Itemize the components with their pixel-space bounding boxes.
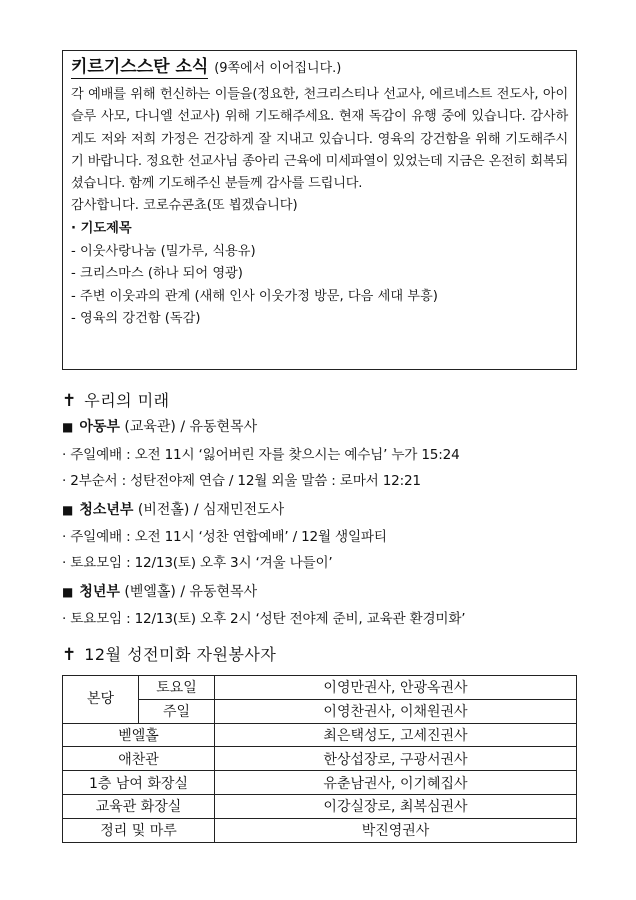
dept-item: · 주일예배 : 오전 11시 ‘성찬 연합예배’ / 12월 생일파티 (62, 529, 387, 545)
dept-name: 청소년부 (79, 502, 134, 518)
table-row (63, 723, 577, 747)
news-thanks: 감사합니다. 코로슈콘쵸(또 뵙겠습니다) (71, 198, 298, 214)
place-cell: 정리 및 마루 (63, 818, 215, 842)
place-cell: 1층 남여 화장실 (63, 771, 215, 795)
dept-item: · 주일예배 : 오전 11시 ‘잃어버린 자를 찾으시는 예수님’ 누가 15:24 (62, 447, 460, 463)
news-title-line (71, 56, 568, 80)
names-cell: 최은택성도, 고세진권사 (215, 723, 577, 747)
place-cell: 교육관 화장실 (63, 794, 215, 818)
prayer-item: - 이웃사랑나눔 (밀가루, 식용유) (71, 243, 256, 259)
volunteers-table (62, 675, 577, 843)
square-bullet-icon: ■ (62, 420, 74, 434)
table-row (63, 771, 577, 795)
cross-icon: ✝ (62, 645, 77, 665)
volunteers-heading (62, 642, 276, 665)
bondang-label: 본당 (86, 691, 115, 708)
dept-detail: (벧엘홀) / 유동현목사 (119, 584, 258, 600)
prayer-item: - 주변 이웃과의 관계 (새해 인사 이웃가정 방문, 다음 세대 부흥) (71, 288, 438, 304)
table-row (63, 699, 577, 723)
dept-name: 청년부 (79, 584, 120, 600)
square-bullet-icon: ■ (62, 503, 74, 517)
cross-icon: ✝ (62, 391, 77, 411)
table-row (63, 747, 577, 771)
dept-item: · 2부순서 : 성탄전야제 연습 / 12월 외울 말씀 : 로마서 12:21 (62, 473, 421, 489)
dept-item: · 토요모임 : 12/13(토) 오후 3시 ‘겨울 나들이’ (62, 555, 333, 571)
news-paragraph: 각 예배를 위해 헌신하는 이들을(정요한, 천크리스티나 선교사, 에르네스트 전도사, 아이슬루 사모, 다니엘 선교사) 위해 기도해주세요. 현재 독감이 유행 중에 있습니다. 감사하게도 저와 저희 가정은 건강하게 잘 지내고 있습니다. 영육의 강건함을 위해 기도해주시기 바랍니다. 정요한 선교사님 종아리 근육에 미세파열이 있었는데 지금은 온전히 회복되셨습니다. 함께 기도해주신 분들께 감사를 드립니다. (71, 87, 568, 192)
dept-detail: (교육관) / 유동현목사 (119, 419, 258, 435)
place-cell: 벧엘홀 (63, 723, 215, 747)
volunteers-title: 12월 성전미화 자원봉사자 (84, 645, 277, 664)
dept-detail: (비전홀) / 심재민전도사 (133, 502, 285, 518)
names-cell: 한상섭장로, 구광서권사 (215, 747, 577, 771)
kyrgyzstan-news-box (62, 50, 577, 370)
table-row (63, 794, 577, 818)
place-cell: 주일 (139, 699, 215, 723)
table-row (63, 818, 577, 842)
prayer-heading: · 기도제목 (71, 221, 132, 237)
future-title: 우리의 미래 (84, 391, 170, 410)
names-cell: 박진영권사 (215, 818, 577, 842)
prayer-item: - 영육의 강건함 (독감) (71, 311, 201, 327)
names-cell: 이영만권사, 안광옥권사 (215, 676, 577, 700)
dept-children (62, 416, 257, 436)
bondang-cell (63, 676, 139, 724)
square-bullet-icon: ■ (62, 585, 74, 599)
place-cell: 토요일 (139, 676, 215, 700)
news-subtitle: (9쪽에서 이어집니다.) (214, 61, 342, 76)
dept-youth (62, 499, 284, 519)
prayer-item: - 크리스마스 (하나 되어 영광) (71, 266, 243, 282)
names-cell: 유춘남권사, 이기혜집사 (215, 771, 577, 795)
names-cell: 이강실장로, 최복심권사 (215, 794, 577, 818)
future-heading (62, 388, 170, 411)
dept-name: 아동부 (79, 419, 120, 435)
names-cell: 이영찬권사, 이채원권사 (215, 699, 577, 723)
news-title: 키르기스스탄 소식 (71, 57, 209, 77)
table-row (63, 676, 577, 700)
dept-young-adults (62, 581, 257, 601)
place-cell: 애찬관 (63, 747, 215, 771)
dept-item: · 토요모임 : 12/13(토) 오후 2시 ‘성탄 전야제 준비, 교육관 환경미화’ (62, 611, 466, 627)
